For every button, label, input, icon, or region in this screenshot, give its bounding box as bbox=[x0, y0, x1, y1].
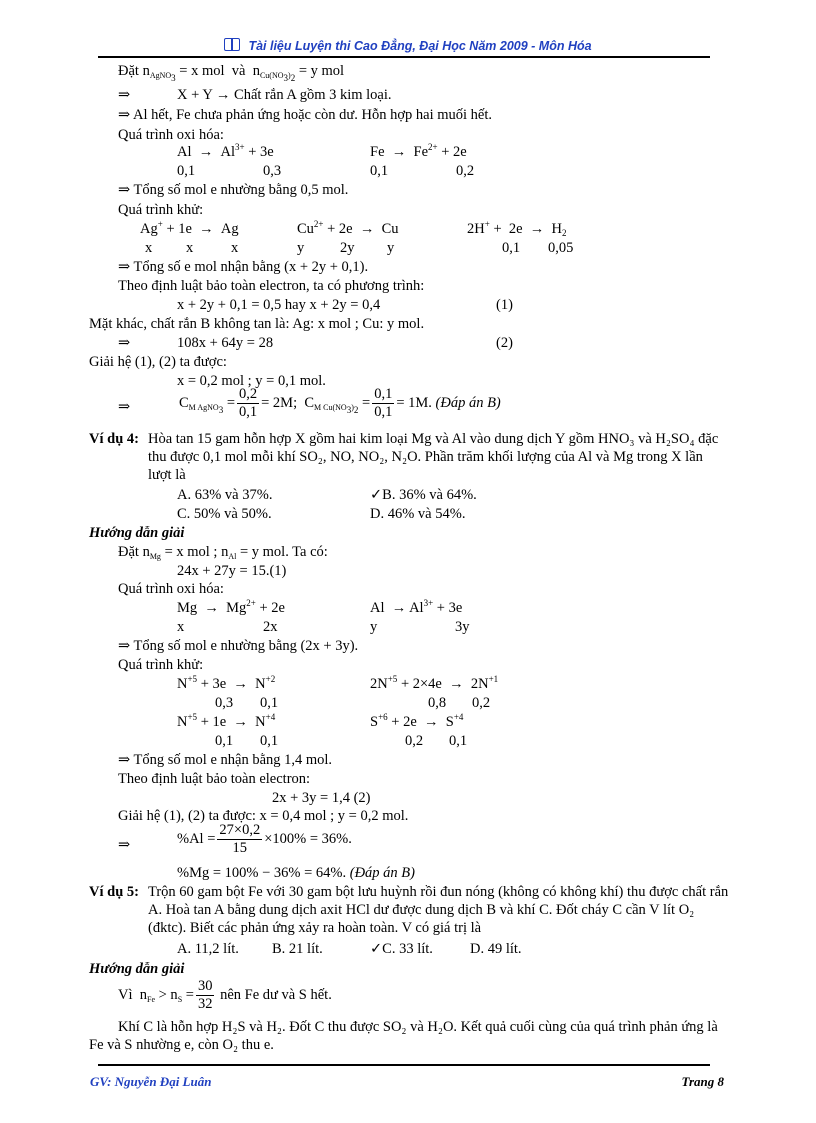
numerator: 0,1 bbox=[374, 386, 393, 402]
fraction bbox=[196, 978, 215, 1013]
mol-val: 0,1 bbox=[449, 733, 468, 749]
text: = y mol. Ta có: bbox=[239, 544, 328, 560]
numerator: 0,2 bbox=[239, 386, 258, 402]
line-btdl-2: Theo định luật bảo toàn electron: bbox=[118, 771, 311, 787]
eq-al-oxi: $Al \to Al^{3+} + 3e$ bbox=[177, 142, 274, 160]
mol-val: 3y bbox=[455, 619, 470, 635]
text: ×100% = 36%. bbox=[264, 830, 352, 847]
answer-note: (Đáp án B) bbox=[349, 865, 415, 881]
mol-val: x bbox=[186, 240, 194, 256]
implies-symbol: ⇒ bbox=[118, 399, 131, 415]
option-a: A. 11,2 lít. bbox=[177, 941, 239, 957]
line-nhuong-2: ⇒ Tổng số mol e nhường bằng (2x + 3y). bbox=[118, 638, 359, 654]
eq-h-khu: $2H^+ + 2e \to H_2$ bbox=[467, 219, 567, 238]
option-c: C. 50% và 50%. bbox=[177, 506, 272, 522]
text: nên Fe dư và S hết. bbox=[220, 986, 332, 1003]
mol-val: 0,2 bbox=[472, 695, 491, 711]
mol-val: 0,1 bbox=[370, 163, 389, 179]
eq-electron: 2x + 3y = 1,4 (2) bbox=[272, 790, 371, 806]
line-nhan: ⇒ Tổng số e mol nhận bằng (x + 2y + 0,1). bbox=[118, 259, 369, 275]
option-b: B. 21 lít. bbox=[272, 941, 323, 957]
eq-al-oxi-2: $Al \to Al^{3+} + 3e$ bbox=[370, 598, 463, 616]
mol-val: 0,3 bbox=[215, 695, 234, 711]
option-d: D. 49 lít. bbox=[470, 941, 522, 957]
eq-al-percent bbox=[177, 822, 352, 857]
footer-page: Trang 8 bbox=[681, 1074, 724, 1089]
eq-num-1: (1) bbox=[496, 297, 513, 313]
solution-heading: Hướng dẫn giải bbox=[89, 961, 185, 977]
solution-heading: Hướng dẫn giải bbox=[89, 525, 185, 541]
fraction bbox=[217, 822, 262, 857]
line-khu-label: Quá trình khử: bbox=[118, 202, 204, 218]
text: %Mg = 100% − 36% = 64%. bbox=[177, 865, 347, 881]
mol-val: 0,3 bbox=[263, 163, 282, 179]
example-4-label: Ví dụ 4: bbox=[89, 431, 139, 447]
mol-val: 2x bbox=[263, 619, 278, 635]
eq-fe-oxi: $Fe \to Fe^{2+} + 2e$ bbox=[370, 142, 467, 160]
line-oxi-label: Quá trình oxi hóa: bbox=[118, 127, 224, 143]
line-result-2: Giải hệ (1), (2) ta được: x = 0,4 mol ; y = 0,2 mol. bbox=[118, 808, 409, 824]
mol-val: 0,1 bbox=[177, 163, 196, 179]
eq-mg-percent bbox=[177, 864, 415, 882]
denominator: 0,1 bbox=[239, 404, 258, 420]
line-oxi-label-2: Quá trình oxi hóa: bbox=[118, 581, 224, 597]
mol-val: 0,1 bbox=[215, 733, 234, 749]
mol-val: 0,2 bbox=[456, 163, 475, 179]
numerator: 30 bbox=[197, 978, 213, 994]
denominator: 0,1 bbox=[374, 404, 393, 420]
text: = x mol ; n bbox=[164, 544, 229, 560]
fraction bbox=[372, 386, 394, 421]
text: Đặt bbox=[118, 63, 139, 79]
eq-concentration: $C_{M AgNO_3}$ = $\frac{0,2}{0,1}$ = 2M; $C_{M Cu(NO_3)_2}$ = $\frac{0,1}{0,1}$ = 1M. (Đáp án B) bbox=[179, 386, 501, 420]
line-define-vars-2: Đặt $n_{Mg} = x$ mol ; $n_{Al} = y$ mol. Ta có: bbox=[118, 544, 328, 561]
eq-mass: 24x + 27y = 15.(1) bbox=[177, 563, 287, 579]
fraction bbox=[237, 386, 259, 421]
footer-rule bbox=[98, 1064, 710, 1066]
eq-cu-khu: $Cu^{2+} + 2e \to Cu$ bbox=[297, 219, 399, 237]
example-4-text: Hòa tan 15 gam hỗn hợp X gồm hai kim loại Mg và Al vào dung dịch Y gồm HNO₃ và H₂SO₄ đặc thu được 0,1 mol mỗi khí SO₂, NO, NO₂, N₂O. Phần trăm khối lượng của Al và Mg trong X lần lượt là bbox=[148, 431, 719, 483]
line-nhuong: ⇒ Tổng số mol e nhường bằng 0,5 mol. bbox=[118, 182, 349, 198]
line-define-vars: Đặt $n_{AgNO_3} = x$ mol và $n_{Cu(NO_3)_2} = y$ mol bbox=[118, 63, 345, 83]
text: %Al = bbox=[177, 830, 216, 847]
mol-val: 0,8 bbox=[428, 695, 447, 711]
eq-1: x + 2y + 0,1 = 0,5 hay x + 2y = 0,4 bbox=[177, 297, 381, 313]
option-b: ✓B. 36% và 64%. bbox=[370, 487, 477, 503]
answer-note: (Đáp án B) bbox=[435, 394, 501, 411]
line-xy: X + Y → Chất rắn A gồm 3 kim loại. bbox=[177, 87, 392, 103]
text: Đặt bbox=[118, 544, 139, 560]
eq-n-no2: $N^{+5} + 1e \to N^{+4}$ bbox=[177, 712, 276, 730]
line-btdl: Theo định luật bảo toàn electron, ta có phương trình: bbox=[118, 278, 425, 294]
eq-s-so2: $S^{+6} + 2e \to S^{+4}$ bbox=[370, 712, 464, 730]
mol-val: x bbox=[145, 240, 153, 256]
example-5-label: Ví dụ 5: bbox=[89, 884, 139, 900]
line-giai: Giải hệ (1), (2) ta được: bbox=[89, 354, 227, 370]
line-nhan-2: ⇒ Tổng số mol e nhận bằng 1,4 mol. bbox=[118, 752, 333, 768]
denominator: 15 bbox=[232, 840, 248, 856]
mol-val: 0,1 bbox=[260, 695, 279, 711]
option-d: D. 46% và 54%. bbox=[370, 506, 466, 522]
mol-val: y bbox=[370, 619, 378, 635]
mol-val: 0,1 bbox=[502, 240, 521, 256]
eq-ag-khu: Ag+ + 1e → Ag bbox=[140, 219, 239, 237]
line-mat-khac: Mặt khác, chất rắn B không tan là: Ag: x mol ; Cu: y mol. bbox=[89, 316, 425, 332]
implies-symbol: ⇒ bbox=[118, 837, 131, 853]
eq-n-n2o: $2N^{+5} + 2\times 4e \to 2N^{+1}$ bbox=[370, 674, 499, 692]
implies-symbol: ⇒ bbox=[118, 87, 131, 103]
line-result-1: x = 0,2 mol ; y = 0,1 mol. bbox=[177, 373, 326, 389]
implies-symbol: ⇒ bbox=[118, 335, 131, 351]
numerator: 27×0,2 bbox=[219, 822, 261, 838]
line-vi: Vì $n_{Fe} > n_S$ = $\frac{30}{32}$ nên Fe dư và S hết. bbox=[118, 978, 332, 1012]
mol-val: x bbox=[177, 619, 185, 635]
text: = 1M. bbox=[396, 394, 432, 411]
line-khu-label-2: Quá trình khử: bbox=[118, 657, 204, 673]
page-header bbox=[0, 38, 816, 53]
mol-val: 0,2 bbox=[405, 733, 424, 749]
book-icon bbox=[224, 38, 240, 51]
mol-val: y bbox=[297, 240, 305, 256]
line-al-het: ⇒ Al hết, Fe chưa phản ứng hoặc còn dư. Hỗn hợp hai muối hết. bbox=[118, 107, 493, 123]
eq-mg-oxi: $Mg \to Mg^{2+} + 2e$ bbox=[177, 598, 285, 616]
option-c: ✓C. 33 lít. bbox=[370, 941, 433, 957]
text: = 2M; bbox=[261, 394, 298, 411]
line-khi-c: Khí C là hỗn hợp H₂S và H₂. Đốt C thu được SO₂ và H₂O. Kết quả cuối cùng của quá trình phản ứng là Fe và S nhường e, còn O₂ thu e. bbox=[89, 1019, 718, 1053]
mol-val: y bbox=[387, 240, 395, 256]
mol-val: 0,05 bbox=[548, 240, 574, 256]
text: Vì bbox=[118, 986, 133, 1003]
option-a: A. 63% và 37%. bbox=[177, 487, 273, 503]
example-5-text: Trộn 60 gam bột Fe với 30 gam bột lưu huỳnh rồi đun nóng (không có không khí) thu được chất rắn A. Hoà tan A bằng dung dịch axit HCl dư được dung dịch B và khí C. Đốt cháy C cần V lít O₂ (đktc). Biết các phản ứng xảy ra hoàn toàn. V có giá trị là bbox=[148, 884, 729, 936]
eq-2: 108x + 64y = 28 bbox=[177, 335, 274, 351]
footer-author: GV: Nguyễn Đại Luân bbox=[90, 1074, 212, 1089]
header-title: Tài liệu Luyện thi Cao Đẳng, Đại Học Năm 2009 - Môn Hóa bbox=[248, 39, 592, 53]
eq-num-2: (2) bbox=[496, 335, 513, 351]
header-rule bbox=[98, 56, 710, 58]
mol-val: 2y bbox=[340, 240, 355, 256]
eq-n-no: $N^{+5} + 3e \to N^{+2}$ bbox=[177, 674, 276, 692]
denominator: 32 bbox=[197, 996, 213, 1012]
mol-val: 0,1 bbox=[260, 733, 279, 749]
mol-val: x bbox=[231, 240, 239, 256]
